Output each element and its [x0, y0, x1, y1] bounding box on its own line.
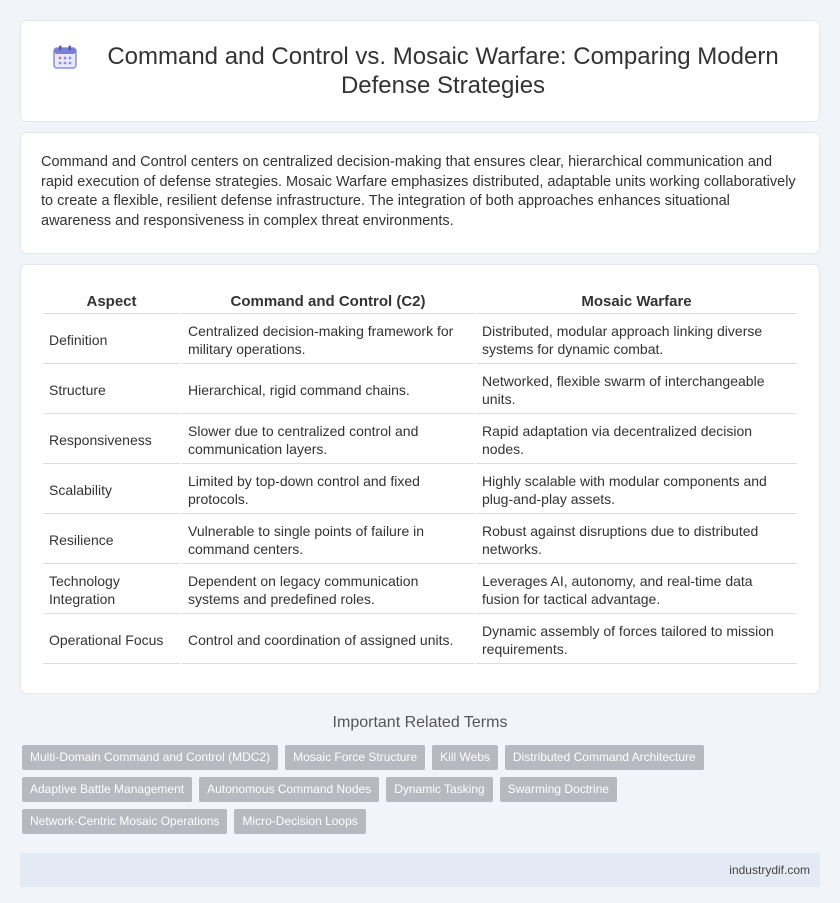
tag-list — [20, 745, 820, 841]
comparison-table — [41, 285, 799, 666]
cell-mosaic: Dynamic assembly of forces tailored to mission requirements. — [476, 616, 797, 664]
cell-c2: Control and coordination of assigned units. — [182, 616, 474, 664]
tag[interactable]: Distributed Command Architecture — [505, 745, 704, 770]
page — [20, 0, 820, 887]
tag[interactable]: Mosaic Force Structure — [285, 745, 425, 770]
cell-aspect: Scalability — [43, 466, 180, 514]
cell-c2: Centralized decision-making framework for military operations. — [182, 316, 474, 364]
tag[interactable]: Autonomous Command Nodes — [199, 777, 379, 802]
tag[interactable]: Network-Centric Mosaic Operations — [22, 809, 227, 834]
footer-site-name: industrydif.com — [729, 863, 810, 877]
cell-aspect: Resilience — [43, 516, 180, 564]
footer — [20, 853, 820, 887]
cell-aspect: Technology Integration — [43, 566, 180, 614]
tag[interactable]: Kill Webs — [432, 745, 498, 770]
cell-mosaic: Leverages AI, autonomy, and real-time data fusion for tactical advantage. — [476, 566, 797, 614]
intro-paragraph: Command and Control centers on centralized decision-making that ensures clear, hierarchical communication and rapid execution of defense strategies. Mosaic Warfare emphasizes distributed, adaptable units working collaboratively to create a flexible, resilient defense infrastructure. The integration of both approaches enhances situational awareness and responsiveness in complex threat environments. — [41, 154, 796, 229]
column-header-mosaic: Mosaic Warfare — [476, 287, 797, 314]
column-header-aspect: Aspect — [43, 287, 180, 314]
cell-mosaic: Rapid adaptation via decentralized decision nodes. — [476, 416, 797, 464]
comparison-card — [20, 264, 820, 694]
cell-c2: Vulnerable to single points of failure in command centers. — [182, 516, 474, 564]
tag[interactable]: Micro-Decision Loops — [234, 809, 365, 834]
cell-c2: Slower due to centralized control and communication layers. — [182, 416, 474, 464]
tag[interactable]: Dynamic Tasking — [386, 777, 492, 802]
tag[interactable]: Adaptive Battle Management — [22, 777, 192, 802]
calendar-icon — [52, 44, 78, 70]
table-row — [43, 416, 797, 464]
table-row — [43, 516, 797, 564]
cell-aspect: Responsiveness — [43, 416, 180, 464]
cell-aspect: Operational Focus — [43, 616, 180, 664]
table-row — [43, 366, 797, 414]
cell-mosaic: Distributed, modular approach linking diverse systems for dynamic combat. — [476, 316, 797, 364]
cell-mosaic: Highly scalable with modular components and plug-and-play assets. — [476, 466, 797, 514]
tag[interactable]: Multi-Domain Command and Control (MDC2) — [22, 745, 278, 770]
related-terms-title: Important Related Terms — [332, 714, 508, 731]
cell-mosaic: Networked, flexible swarm of interchangeable units. — [476, 366, 797, 414]
related-terms-section — [20, 714, 820, 841]
cell-aspect: Structure — [43, 366, 180, 414]
table-row — [43, 316, 797, 364]
table-row — [43, 566, 797, 614]
title-card — [20, 20, 820, 122]
cell-mosaic: Robust against disruptions due to distributed networks. — [476, 516, 797, 564]
cell-aspect: Definition — [43, 316, 180, 364]
table-row — [43, 616, 797, 664]
tag[interactable]: Swarming Doctrine — [500, 777, 617, 802]
column-header-c2: Command and Control (C2) — [182, 287, 474, 314]
intro-card — [20, 132, 820, 254]
cell-c2: Hierarchical, rigid command chains. — [182, 366, 474, 414]
cell-c2: Dependent on legacy communication systems and predefined roles. — [182, 566, 474, 614]
cell-c2: Limited by top-down control and fixed protocols. — [182, 466, 474, 514]
table-header-row — [43, 287, 797, 314]
page-title: Command and Control vs. Mosaic Warfare: Comparing Modern Defense Strategies — [107, 43, 779, 99]
title-row — [52, 42, 788, 100]
table-row — [43, 466, 797, 514]
